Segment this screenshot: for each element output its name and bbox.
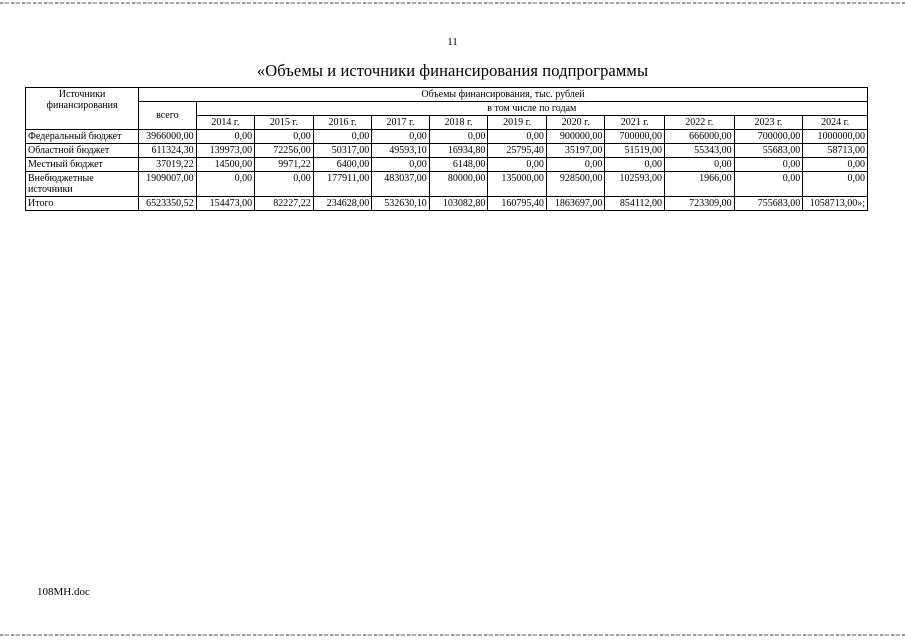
year-value-cell: 0,00 <box>196 172 255 197</box>
year-value-cell: 1966,00 <box>664 172 734 197</box>
year-value-cell: 72256,00 <box>255 144 314 158</box>
scan-edge-bottom <box>0 634 905 636</box>
year-value-cell: 483037,00 <box>372 172 430 197</box>
year-value-cell: 0,00 <box>255 130 314 144</box>
year-value-cell: 103082,80 <box>429 197 488 211</box>
header-year: 2018 г. <box>429 116 488 130</box>
header-year: 2021 г. <box>605 116 665 130</box>
year-value-cell: 700000,00 <box>605 130 665 144</box>
source-cell: Местный бюджет <box>26 158 139 172</box>
financing-table <box>25 87 868 211</box>
header-year: 2014 г. <box>196 116 255 130</box>
year-value-cell: 6400,00 <box>313 158 372 172</box>
year-value-cell: 16934,80 <box>429 144 488 158</box>
table-row <box>26 144 868 158</box>
year-value-cell: 532630,10 <box>372 197 430 211</box>
year-value-cell: 0,00 <box>546 158 605 172</box>
year-value-cell: 55683,00 <box>734 144 803 158</box>
year-value-cell: 154473,00 <box>196 197 255 211</box>
year-value-cell: 0,00 <box>429 130 488 144</box>
year-value-cell: 0,00 <box>734 158 803 172</box>
header-year: 2016 г. <box>313 116 372 130</box>
total-cell: 1909007,00 <box>139 172 197 197</box>
year-value-cell: 82227,22 <box>255 197 314 211</box>
year-value-cell: 0,00 <box>196 130 255 144</box>
year-value-cell: 35197,00 <box>546 144 605 158</box>
year-value-cell: 14500,00 <box>196 158 255 172</box>
year-value-cell: 102593,00 <box>605 172 665 197</box>
year-value-cell: 854112,00 <box>605 197 665 211</box>
year-value-cell: 0,00 <box>488 158 547 172</box>
year-value-cell: 0,00 <box>664 158 734 172</box>
table-body <box>26 130 868 211</box>
header-year: 2017 г. <box>372 116 430 130</box>
table-row <box>26 172 868 197</box>
table-row <box>26 158 868 172</box>
year-value-cell: 50317,00 <box>313 144 372 158</box>
total-cell: 6523350,52 <box>139 197 197 211</box>
year-value-cell: 177911,00 <box>313 172 372 197</box>
header-year: 2024 г. <box>803 116 868 130</box>
footer-filename: 108МН.doc <box>37 586 90 598</box>
financing-table-wrapper <box>25 87 868 211</box>
total-cell: 37019,22 <box>139 158 197 172</box>
document-title: «Объемы и источники финансирования подпрограммы <box>256 61 649 80</box>
year-value-cell: 723309,00 <box>664 197 734 211</box>
year-value-cell: 49593,10 <box>372 144 430 158</box>
header-total: всего <box>139 102 197 130</box>
table-row <box>26 130 868 144</box>
header-year: 2022 г. <box>664 116 734 130</box>
table-row <box>26 197 868 211</box>
year-value-cell: 1000000,00 <box>803 130 868 144</box>
source-cell: Областной бюджет <box>26 144 139 158</box>
year-value-cell: 139973,00 <box>196 144 255 158</box>
year-value-cell: 9971,22 <box>255 158 314 172</box>
year-value-cell: 0,00 <box>803 158 868 172</box>
year-value-cell: 0,00 <box>803 172 868 197</box>
year-value-cell: 55343,00 <box>664 144 734 158</box>
year-value-cell: 0,00 <box>605 158 665 172</box>
scan-edge-top <box>0 2 905 4</box>
year-value-cell: 900000,00 <box>546 130 605 144</box>
year-value-cell: 928500,00 <box>546 172 605 197</box>
header-year: 2015 г. <box>255 116 314 130</box>
year-value-cell: 0,00 <box>372 130 430 144</box>
year-value-cell: 80000,00 <box>429 172 488 197</box>
year-value-cell: 0,00 <box>488 130 547 144</box>
year-value-cell: 700000,00 <box>734 130 803 144</box>
year-value-cell: 1863697,00 <box>546 197 605 211</box>
year-value-cell: 234628,00 <box>313 197 372 211</box>
header-sources: Источники финансирования <box>26 88 139 130</box>
year-value-cell: 25795,40 <box>488 144 547 158</box>
year-value-cell: 160795,40 <box>488 197 547 211</box>
header-volumes: Объемы финансирования, тыс. рублей <box>139 88 868 102</box>
source-cell: Итого <box>26 197 139 211</box>
header-year: 2020 г. <box>546 116 605 130</box>
source-cell: Внебюджетные источники <box>26 172 139 197</box>
year-value-cell: 666000,00 <box>664 130 734 144</box>
total-cell: 611324,30 <box>139 144 197 158</box>
header-year: 2023 г. <box>734 116 803 130</box>
header-by-years: в том числе по годам <box>196 102 867 116</box>
year-value-cell: 6148,00 <box>429 158 488 172</box>
page-number: 11 <box>447 36 458 48</box>
total-cell: 3966000,00 <box>139 130 197 144</box>
year-value-cell: 0,00 <box>734 172 803 197</box>
year-value-cell: 135000,00 <box>488 172 547 197</box>
year-value-cell: 0,00 <box>255 172 314 197</box>
year-value-cell: 755683,00 <box>734 197 803 211</box>
year-value-cell: 1058713,00»; <box>803 197 868 211</box>
year-value-cell: 0,00 <box>313 130 372 144</box>
year-value-cell: 58713,00 <box>803 144 868 158</box>
year-value-cell: 51519,00 <box>605 144 665 158</box>
year-value-cell: 0,00 <box>372 158 430 172</box>
header-year: 2019 г. <box>488 116 547 130</box>
source-cell: Федеральный бюджет <box>26 130 139 144</box>
